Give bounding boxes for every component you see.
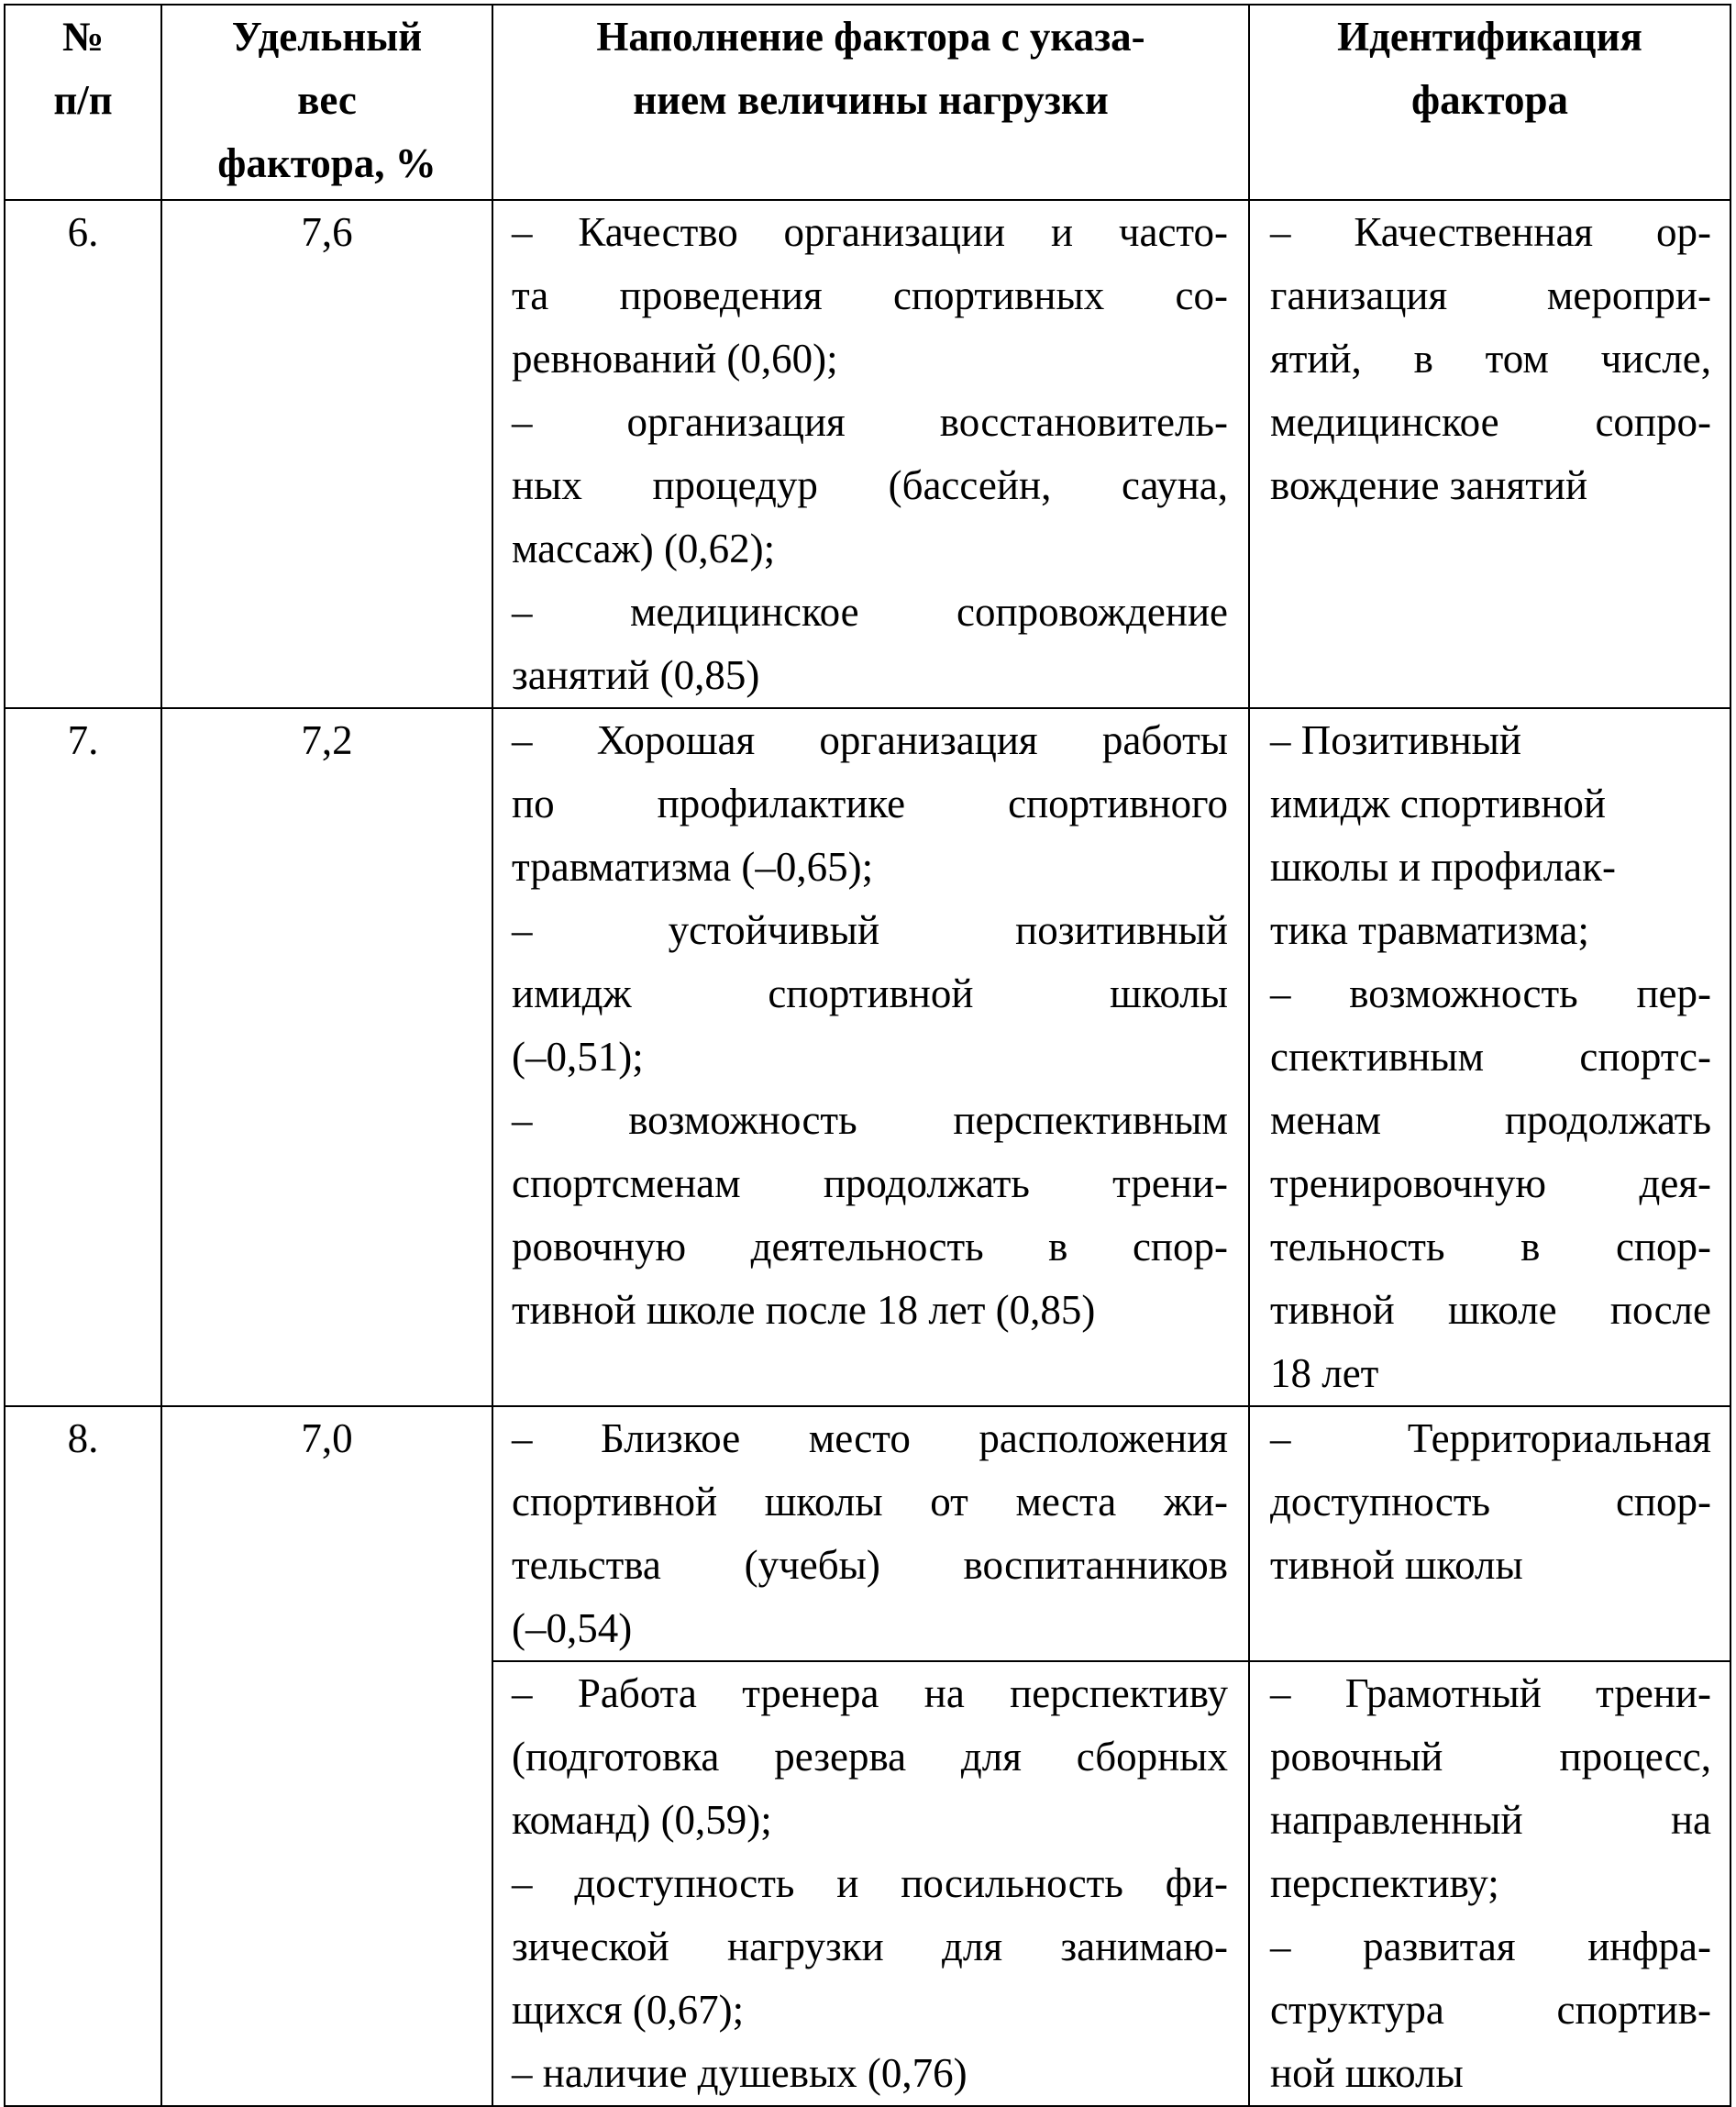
content-line: по профилактике спортивного [512,781,1228,826]
content-line: ревнований (0,60); [512,336,838,382]
header-content [492,5,1249,200]
header-row [5,5,1730,200]
identification-line: тивной школы [1270,1542,1523,1588]
identification-line: – Позитивный [1270,717,1521,763]
content-line: спортивной школы от места жи- [512,1479,1228,1525]
header-weight [161,5,492,200]
identification-line: доступность спор- [1270,1479,1711,1525]
content-line: травматизма (–0,65); [512,844,874,890]
row-weight: 7,6 [161,200,492,708]
content-line: ных процедур (бассейн, сауна, [512,462,1228,508]
content-line: – доступность и посильность фи- [512,1860,1228,1906]
identification-line: ной школы [1270,2050,1464,2096]
content-line: имидж спортивной школы [512,970,1228,1016]
content-line: – возможность перспективным [512,1097,1228,1143]
row-identification [1249,1406,1730,1661]
content-line: – организация восстановитель- [512,399,1228,445]
header-identification-line: фактора [1410,77,1569,123]
header-content-line: Наполнение фактора с указа- [596,14,1145,60]
identification-line: вождение занятий [1270,462,1588,508]
content-line: тивной школе после 18 лет (0,85) [512,1287,1096,1333]
row-number: 8. [5,1406,161,2106]
header-number-line: № [61,14,105,60]
header-number [5,5,161,200]
header-number-line: п/п [53,77,113,123]
content-line: занятий (0,85) [512,652,760,698]
header-weight-line: вес [297,77,357,123]
content-line: – Хорошая организация работы [512,717,1228,763]
content-line: – Качество организации и часто- [512,209,1228,255]
identification-line: ятий, в том числе, [1270,336,1711,382]
row-content [492,1661,1249,2106]
row-identification [1249,1661,1730,2106]
row-number: 6. [5,200,161,708]
identification-line: тренировочную дея- [1270,1160,1711,1206]
header-weight-line: фактора, % [217,140,437,186]
content-line: ровочную деятельность в спор- [512,1224,1228,1270]
content-line: (подготовка резерва для сборных [512,1734,1228,1780]
identification-line: ровочный процесс, [1270,1734,1711,1780]
header-identification-line: Идентификация [1337,14,1642,60]
row-content [492,1406,1249,1661]
row-content [492,708,1249,1406]
content-line: – Работа тренера на перспективу [512,1670,1228,1716]
identification-line: структура спортив- [1270,1987,1711,2033]
content-line: та проведения спортивных со- [512,272,1228,318]
identification-line: ганизация меропри- [1270,272,1711,318]
identification-line: тика травматизма; [1270,907,1589,953]
identification-line: направленный на [1270,1797,1711,1843]
content-line: тельства (учебы) воспитанников [512,1542,1228,1588]
content-line: спортсменам продолжать трени- [512,1160,1228,1206]
identification-line: 18 лет [1270,1350,1379,1396]
identification-line: тивной школе после [1270,1287,1711,1333]
table-row [5,708,1730,1406]
identification-line: менам продолжать [1270,1097,1711,1143]
identification-line: тельность в спор- [1270,1224,1711,1270]
identification-line: – возможность пер- [1270,970,1711,1016]
row-weight: 7,2 [161,708,492,1406]
content-line: – Близкое место расположения [512,1415,1228,1461]
table-row [5,1406,1730,1661]
content-line: – устойчивый позитивный [512,907,1228,953]
identification-line: – развитая инфра- [1270,1924,1711,1969]
identification-line: – Территориальная [1270,1415,1711,1461]
identification-line: – Грамотный трени- [1270,1670,1711,1716]
row-content [492,200,1249,708]
header-content-line: нием величины нагрузки [633,77,1109,123]
content-line: зической нагрузки для занимаю- [512,1924,1228,1969]
row-identification [1249,708,1730,1406]
row-weight: 7,0 [161,1406,492,2106]
row-identification [1249,200,1730,708]
table-row [5,200,1730,708]
content-line: команд) (0,59); [512,1797,772,1843]
identification-line: перспективу; [1270,1860,1499,1906]
header-identification [1249,5,1730,200]
identification-line: – Качественная ор- [1270,209,1711,255]
content-line: (–0,54) [512,1605,633,1651]
identification-line: имидж спортивной [1270,781,1606,826]
header-weight-line: Удельный [231,14,423,60]
identification-line: школы и профилак- [1270,844,1617,890]
content-line: массаж) (0,62); [512,526,776,571]
content-line: (–0,51); [512,1034,644,1080]
identification-line: медицинское сопро- [1270,399,1711,445]
content-line: – наличие душевых (0,76) [512,2050,968,2096]
row-number: 7. [5,708,161,1406]
content-line: щихся (0,67); [512,1987,745,2033]
content-line: – медицинское сопровождение [512,589,1228,635]
identification-line: спективным спортс- [1270,1034,1711,1080]
factors-table [4,4,1731,2107]
